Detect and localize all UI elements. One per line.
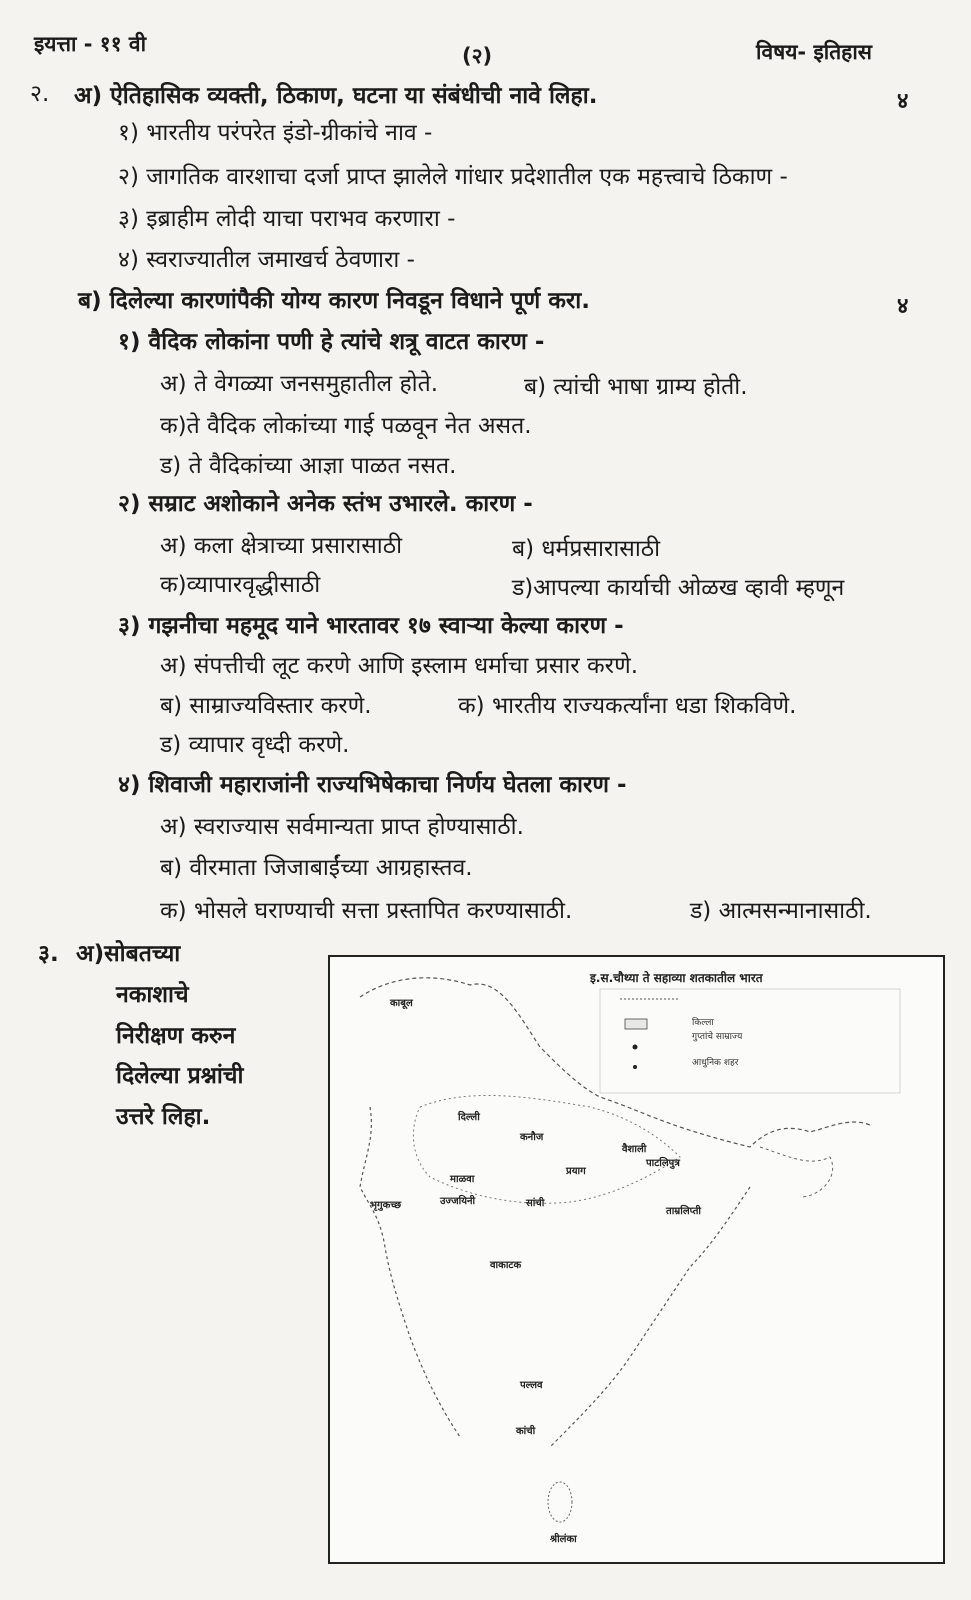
q2b1-option-b: ब) त्यांची भाषा ग्राम्य होती. [524,374,748,400]
q2b1-stem: १) वैदिक लोकांना पणी हे त्यांचे शत्रू वाटत कारण - [118,329,545,355]
map-label-kabul: काबूल [390,998,413,1009]
q2b3-option-d: ड) व्यापार वृध्दी करणे. [160,732,350,758]
q2a-marks: ४ [897,89,909,114]
map-label-ujjayini: उज्जयिनी [440,1196,476,1207]
map-label-vakataka: वाकाटक [490,1260,522,1271]
q2b2-stem: २) सम्राट अशोकाने अनेक स्तंभ उभारले. कारण - [118,491,533,517]
q3-prompt-line-4: दिलेल्या प्रश्नांची [116,1063,244,1089]
q2b4-option-a: अ) स्वराज्यास सर्वमान्यता प्राप्त होण्यासाठी. [160,814,524,840]
q2b4-stem: ४) शिवाजी महाराजांनी राज्यभिषेकाचा निर्णय घेतला कारण - [118,772,627,798]
q2a-item-4: ४) स्वराज्यातील जमाखर्च ठेवणारा - [118,247,415,273]
q2a-prompt: अ) ऐतिहासिक व्यक्ती, ठिकाण, घटना या संबंधीची नावे लिहा. [74,83,598,109]
q2b1-option-d: ड) ते वैदिकांच्या आज्ञा पाळत नसत. [160,453,457,479]
q3-prompt-line-1: अ)सोबतच्या [76,941,181,967]
map-label-delhi: दिल्ली [458,1112,480,1123]
q2a-item-2: २) जागतिक वारशाचा दर्जा प्राप्त झालेले गांधार प्रदेशातील एक महत्त्वाचे ठिकाण - [118,164,788,190]
subject-label: विषय- इतिहास [756,40,872,64]
q2-number: २. [30,81,50,107]
map-label-malwa: माळवा [450,1174,475,1185]
map-label-kanchi: कांची [516,1426,536,1437]
q2b2-option-b: ब) धर्मप्रसारासाठी [512,536,661,562]
legend-fort: किल्ला [692,1018,714,1028]
q2a-item-3: ३) इब्राहीम लोदी याचा पराभव करणारा - [118,206,456,232]
q2b4-option-b: ब) वीरमाता जिजाबाईंच्या आग्रहास्तव. [160,855,473,881]
map-label-bhrigukaccha: भृगुकच्छ [370,1200,402,1211]
q2b3-option-c: क) भारतीय राज्यकर्त्यांना धडा शिकविणे. [458,693,797,719]
q3-number: ३. [38,941,59,967]
q3-prompt-line-3: निरीक्षण करुन [116,1023,236,1049]
legend-gupta-empire: गुप्तांचे साम्राज्य [692,1032,743,1042]
q2b1-option-a: अ) ते वेगळ्या जनसमुहातील होते. [160,371,439,397]
class-label: इयत्ता - ११ वी [34,32,147,56]
page-number: (२) [462,44,493,68]
map-label-pataliputra: पाटलिपुत्र [646,1158,680,1169]
q2b4-option-c: क) भोसले घराण्याची सत्ता प्रस्तापित करण्यासाठी. [160,898,573,924]
q2b2-option-c: क)व्यापारवृद्धीसाठी [160,572,321,598]
map-outline [330,957,943,1562]
q2b2-option-d: ड)आपल्या कार्याची ओळख व्हावी म्हणून [512,575,845,601]
map-label-pallava: पल्लव [520,1380,543,1391]
q2b3-option-b: ब) साम्राज्यविस्तार करणे. [160,693,372,719]
map-title: इ.स.चौथ्या ते सहाव्या शतकातील भारत [590,971,763,985]
q2b3-stem: ३) गझनीचा महमूद याने भारतावर १७ स्वाऱ्या केल्या कारण - [118,613,624,639]
q3-prompt-line-2: नकाशाचे [116,982,189,1008]
map-label-srilanka: श्रीलंका [550,1534,577,1545]
q2b-marks: ४ [897,294,909,319]
q2b3-option-a: अ) संपत्तीची लूट करणे आणि इस्लाम धर्माचा प्रसार करणे. [160,653,639,679]
india-map [328,955,945,1564]
map-label-prayag: प्रयाग [566,1166,586,1177]
map-label-vaishali: वैशाली [622,1144,647,1155]
q2b1-option-c: क)ते वैदिक लोकांच्या गाई पळवून नेत असत. [160,413,532,439]
q2b2-option-a: अ) कला क्षेत्राच्या प्रसारासाठी [160,533,403,559]
map-label-tamralipti: ताम्रलिप्ती [666,1206,702,1217]
map-label-kanauj: कनौज [520,1132,544,1143]
q2b4-option-d: ड) आत्मसन्मानासाठी. [690,898,872,924]
q2b-prompt: ब) दिलेल्या कारणांपैकी योग्य कारण निवडून विधाने पूर्ण करा. [78,288,590,314]
q3-prompt-line-5: उत्तरे लिहा. [116,1104,211,1130]
q2a-item-1: १) भारतीय परंपरेत इंडो-ग्रीकांचे नाव - [118,120,433,146]
map-label-sanchi: सांची [526,1198,545,1209]
legend-modern-city: आधुनिक शहर [692,1058,739,1068]
